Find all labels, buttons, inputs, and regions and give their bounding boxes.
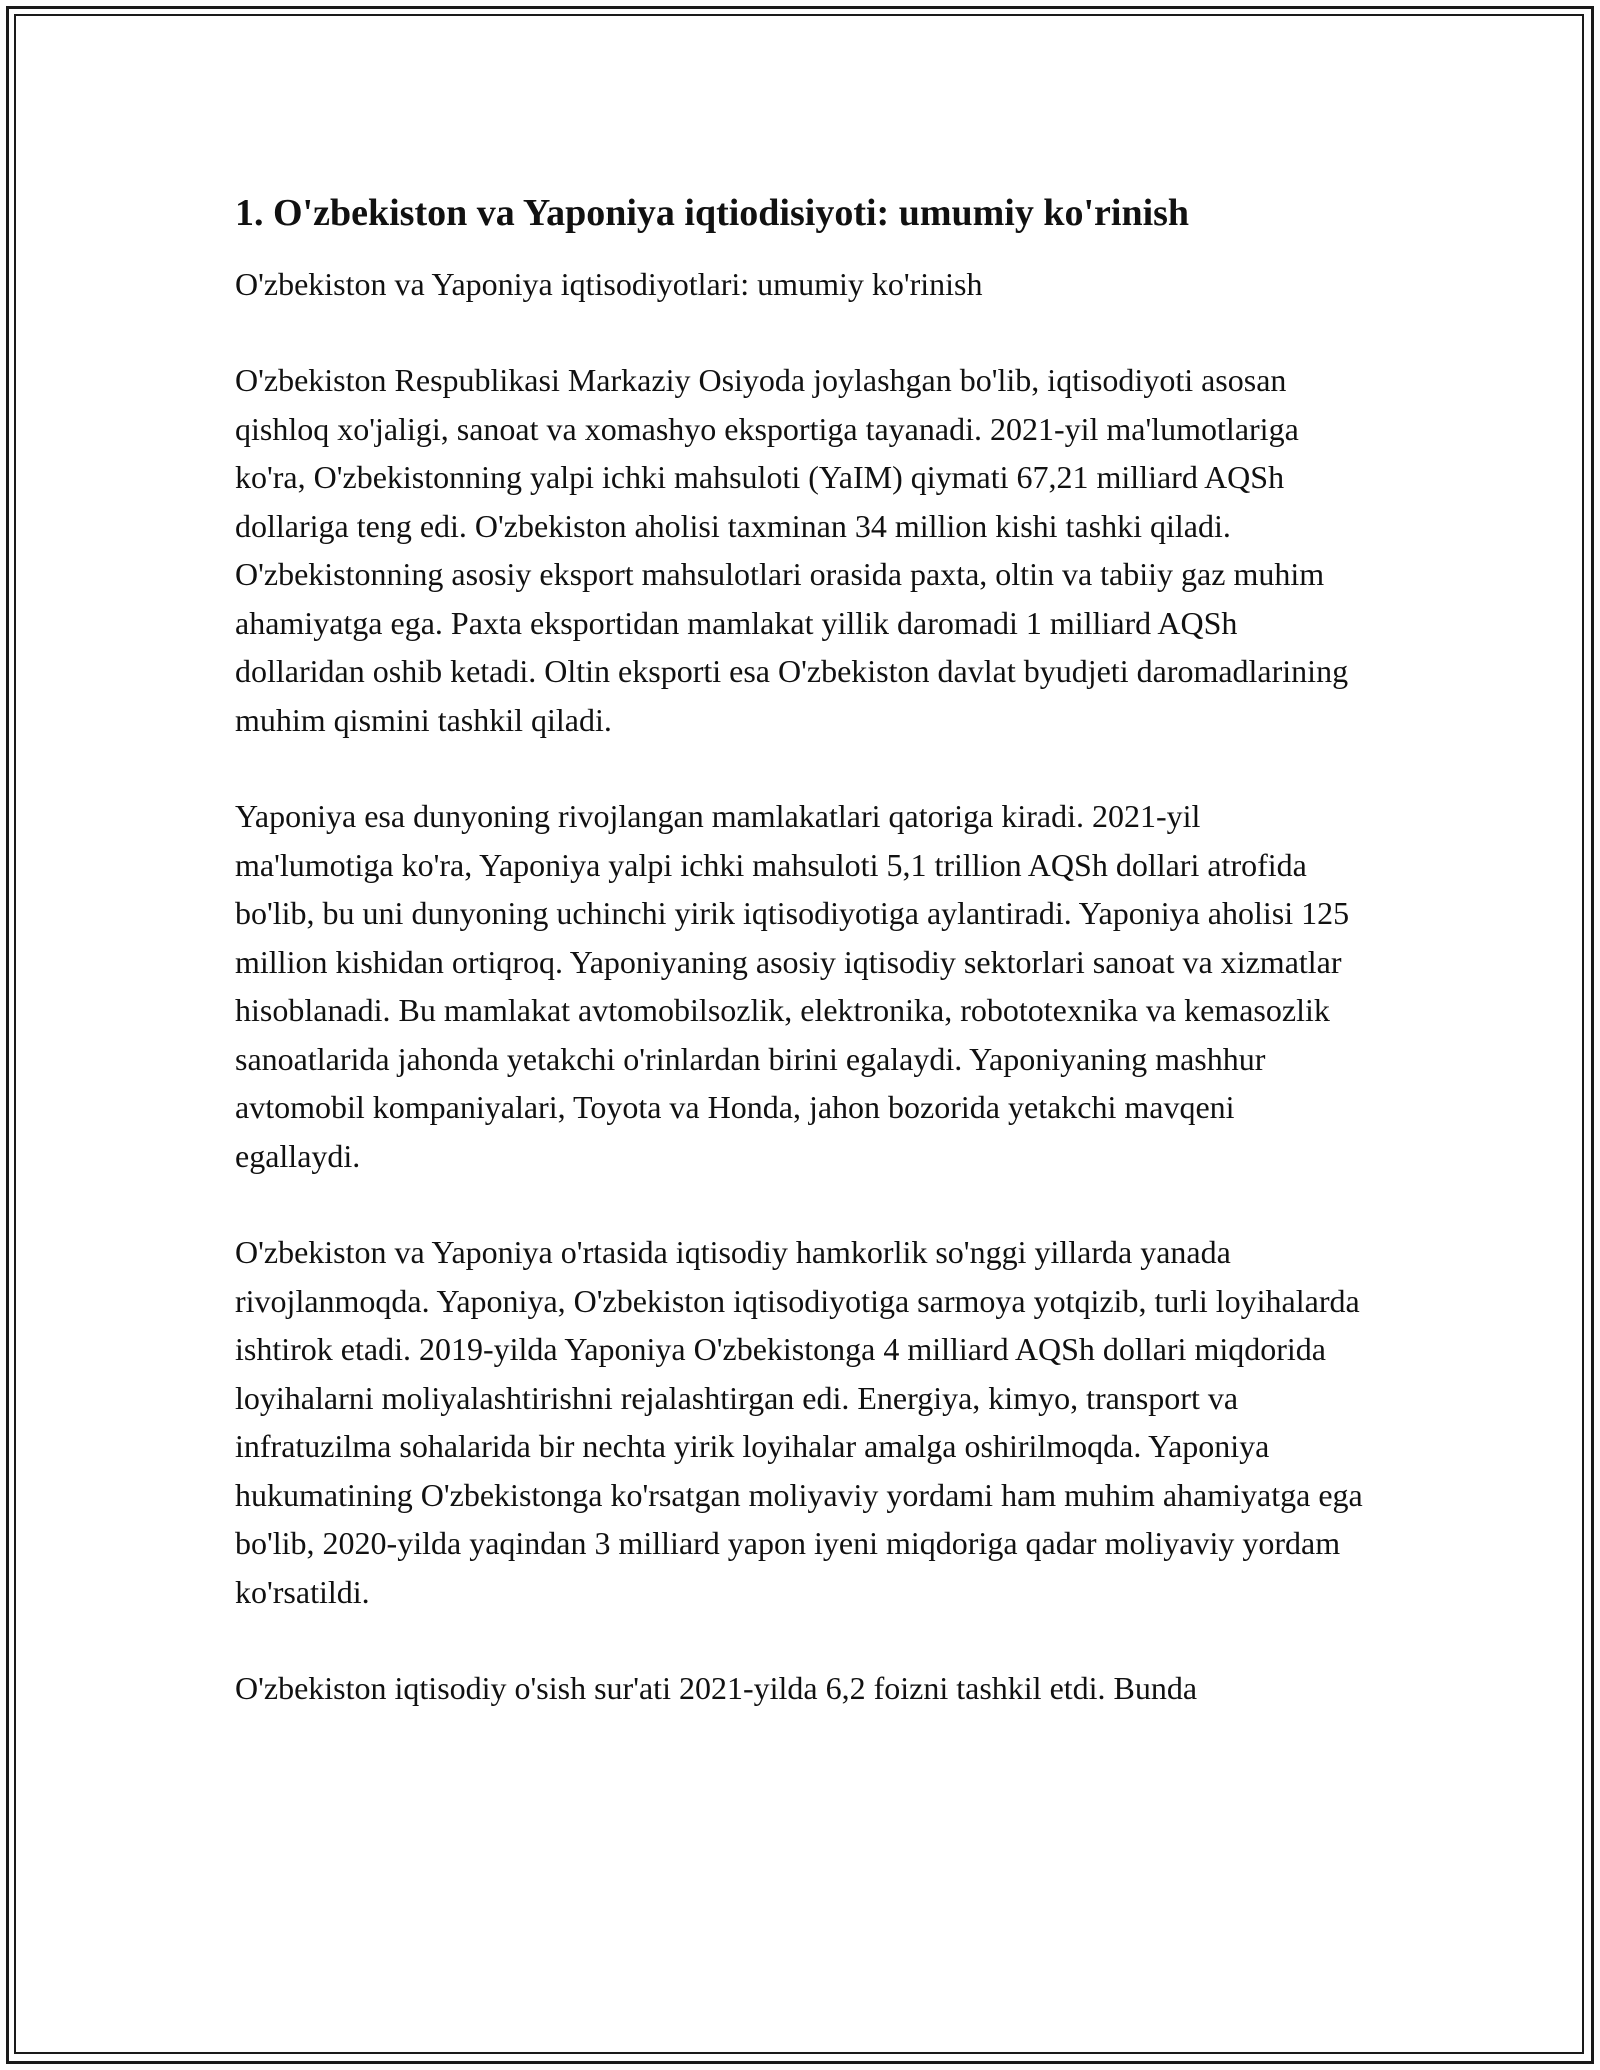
section-heading: 1. O'zbekiston va Yaponiya iqtiodisiyoti: umumiy ko'rinish: [235, 192, 1190, 234]
paragraph-uzbekistan-economy: O'zbekiston Respublikasi Markaziy Osiyoda joylashgan bo'lib, iqtisodiyoti asosan qishloq xo'jaligi, sanoat va xomashyo eksportiga tayanadi. 2021-yil ma'lumotlariga ko'ra, O'zbekistonning yalpi ichki mahsuloti (YaIM) qiymati 67,21 milliard AQSh dollariga teng edi. O'zbekiston aholisi taxminan 34 million kishi tashki qiladi. O'zbekistonning asosiy eksport mahsulotlari orasida paxta, oltin va tabiiy gaz muhim ahamiyatga ega. Paxta eksportidan mamlakat yillik daromadi 1 milliard AQSh dollaridan oshib ketadi. Oltin eksporti esa O'zbekiston davlat byudjeti daromadlarining muhim qismini tashkil qiladi.: [235, 362, 1349, 738]
document-body: [235, 188, 1365, 1761]
paragraph-japan-economy: Yaponiya esa dunyoning rivojlangan mamlakatlari qatoriga kiradi. 2021-yil ma'lumotiga ko'ra, Yaponiya yalpi ichki mahsuloti 5,1 trillion AQSh dollari atrofida bo'lib, bu uni dunyoning uchinchi yirik iqtisodiyotiga aylantiradi. Yaponiya aholisi 125 million kishidan ortiqroq. Yaponiyaning asosiy iqtisodiy sektorlari sanoat va xizmatlar hisoblanadi. Bu mamlakat avtomobilsozlik, elektronika, robototexnika va kemasozlik sanoatlarida jahonda yetakchi o'rinlardan birini egalaydi. Yaponiyaning mashhur avtomobil kompaniyalari, Toyota va Honda, jahon bozorida yetakchi mavqeni egallaydi.: [235, 798, 1350, 1174]
paragraph-economic-cooperation: O'zbekiston va Yaponiya o'rtasida iqtisodiy hamkorlik so'nggi yillarda yanada rivojlanmoqda. Yaponiya, O'zbekiston iqtisodiyotiga sarmoya yotqizib, turli loyihalarda ishtirok etadi. 2019-yilda Yaponiya O'zbekistonga 4 milliard AQSh dollari miqdorida loyihalarni moliyalashtirishni rejalashtirgan edi. Energiya, kimyo, transport va infratuzilma sohalarida bir nechta yirik loyihalar amalga oshirilmoqda. Yaponiya hukumatining O'zbekistonga ko'rsatgan moliyaviy yordami ham muhim ahamiyatga ega bo'lib, 2020-yilda yaqindan 3 milliard yapon iyeni miqdoriga qadar moliyaviy yordam ko'rsatildi.: [235, 1234, 1363, 1610]
section-subtitle: O'zbekiston va Yaponiya iqtisodiyotlari: umumiy ko'rinish: [235, 266, 983, 302]
paragraph-growth-rate: O'zbekiston iqtisodiy o'sish sur'ati 2021-yilda 6,2 foizni tashkil etdi. Bunda: [235, 1670, 1198, 1706]
